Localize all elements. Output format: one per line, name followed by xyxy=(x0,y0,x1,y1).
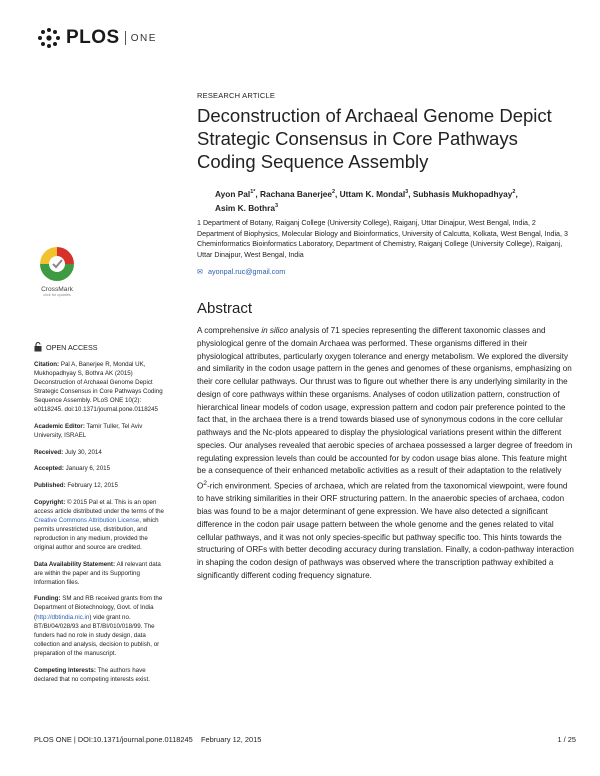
received-date xyxy=(34,448,166,457)
abstract-heading: Abstract xyxy=(197,300,253,317)
editor-label: Academic Editor: xyxy=(34,423,85,431)
author-name: Ayon Pal xyxy=(215,188,251,199)
abstract-text-3: -rich environment. Species of archaea, which are related from the taxonomical viewpoint, were found to have striking similarities in their ORF structuring pattern. In the anaerobic species of archaea, codon bias was found to be a major determinant of gene expression. We have also detected a significant difference in the codon pair usage pattern between the whole genome and the genes related to vital cellular pathways, and it was not only species-specific but pathway specific too. This hints towards the structuring of ORFs with better decoding accuracy during translation. Finally, a codon-pathway interaction in shaping the codon design of pathways was observed where the transcription pathway exhibited a significantly different coding frequency signature. xyxy=(197,481,574,580)
affiliation xyxy=(197,219,532,227)
funding-label: Funding: xyxy=(34,595,61,603)
abstract-superscript: 2 xyxy=(203,480,208,487)
received-label: Received: xyxy=(34,448,64,456)
logo-plos-text: PLOS xyxy=(66,27,120,48)
abstract-body xyxy=(197,325,575,583)
author xyxy=(413,189,518,199)
email-link[interactable]: ayonpal.ruc@gmail.com xyxy=(208,267,286,276)
accepted-date xyxy=(34,464,166,473)
copyright xyxy=(34,498,166,553)
author-list xyxy=(215,186,585,215)
data-availability-label: Data Availability Statement: xyxy=(34,560,116,568)
open-access-text: OPEN ACCESS xyxy=(46,342,98,352)
published-text: February 12, 2015 xyxy=(67,481,118,489)
competing-text: The authors have declared that no competing interests exist. xyxy=(34,666,150,683)
author-affiliation-number: 2 xyxy=(331,189,336,195)
logo-one-text: ONE xyxy=(130,32,157,44)
author-separator: , xyxy=(255,188,261,199)
affiliation-number: 2 xyxy=(531,219,536,227)
corresponding-mark: * xyxy=(253,189,256,195)
funding xyxy=(34,594,166,658)
competing-interests xyxy=(34,666,166,684)
received-text: July 30, 2014 xyxy=(64,448,102,456)
funder-link[interactable]: http://dbtindia.nic.in xyxy=(36,613,90,621)
editor-text: Tamir Tuller, Tel Aviv University, ISRAEL xyxy=(34,423,143,440)
abstract-italic: in silico xyxy=(261,326,288,335)
abstract-text-1: A comprehensive xyxy=(197,326,262,335)
email-icon: ✉ xyxy=(197,267,204,276)
author xyxy=(215,189,260,199)
funding-text: SM and RB received grants from the Department of Biotechnology, Govt. of India ( xyxy=(34,595,163,621)
crossmark-label: CrossMark xyxy=(41,286,73,293)
academic-editor xyxy=(34,422,166,440)
open-access-badge xyxy=(34,342,98,352)
affiliation-number: 3 xyxy=(563,229,568,238)
accepted-label: Accepted: xyxy=(34,465,64,473)
funding-text-after: ) vide grant no. BT/BI/04/028/93 and BT/BI/010/018/99. The funders had no role in study design, data collection and analysis, decision to publish, or preparation of the manuscript. xyxy=(34,613,160,657)
affiliation-text: Department of Botany, Raiganj College (University College), Raiganj, Uttar Dinajpur, West Bengal, India, xyxy=(202,219,530,227)
corresponding-email[interactable] xyxy=(197,267,285,276)
citation xyxy=(34,360,166,415)
article-metadata-sidebar xyxy=(34,360,166,691)
logo-divider xyxy=(125,31,126,45)
author xyxy=(215,203,278,213)
copyright-label: Copyright: xyxy=(34,498,66,506)
author-affiliation-number: 3 xyxy=(274,203,278,210)
copyright-text-after: , which permits unrestricted use, distribution, and reproduction in any medium, provided the original author and source are credited. xyxy=(34,516,159,551)
crossmark-sublabel: click for updates xyxy=(43,293,71,297)
author xyxy=(260,189,340,199)
affiliation-number: 1 xyxy=(197,219,201,227)
author-name: Rachana Banerjee xyxy=(260,188,332,199)
author-affiliation-number: 1 xyxy=(250,189,254,195)
citation-text: Pal A, Banerjee R, Mondal UK, Mukhopadhyay S, Bothra AK (2015) Deconstruction of Archaeal Genome Depict Strategic Consensus in Core Pathways Coding Sequence Assembly. PLoS ONE 10(2): e0118245. doi:10.1371/journal.pone.0118245 xyxy=(34,361,163,414)
competing-label: Competing Interests: xyxy=(34,666,96,674)
author-affiliation-number: 2 xyxy=(512,189,516,195)
article-type-label: RESEARCH ARTICLE xyxy=(197,91,276,100)
author-name: Uttam K. Mondal xyxy=(339,188,406,199)
affiliation-text: Department of Biophysics, Molecular Biology and Bioinformatics, University of Calcutta, Kolkata, West Bengal, India, xyxy=(197,229,562,238)
plos-one-logo xyxy=(34,26,157,50)
abstract-text-2: analysis of 71 species representing the different taxonomic classes and physiological genre of the domain Archaea was performed. These organisms differed in their physiological attributes, particularly oxygen tolerance and energy metabolism. We explored the diversity and similarity in the codon usage pattern in the genes and genomes of these organisms, emphasizing on their core cellular pathways. Our thrust was to figure out whether there is any underlying similarity in the design of core pathways within these organisms. Analyses of codon utilization pattern, construction of hierarchical linear models of codon usage, expression pattern and codon pair preference pointed to the fact that, in the archaea there is a trend towards biased use of synonymous codons in the core cellular pathways and the Nc-plots appeared to display the physiological variations present within the different species. Our analyses revealed that aerobic species of archaea possessed a larger degree of freedom in regulating expression levels than could be accounted for by codon usage bias alone. This feature might be a consequence of their enhanced metabolic activities as a result of their adaptation to the relatively O xyxy=(197,326,573,491)
page-number: 1 / 25 xyxy=(557,735,576,744)
author-name: Asim K. Bothra xyxy=(215,203,275,214)
copyright-text: © 2015 Pal et al. This is an open access article distributed under the terms of the xyxy=(34,498,165,515)
plos-dots-icon xyxy=(34,26,64,50)
affiliation-text: Cheminformatics Bioinformatics Laboratory, Department of Chemistry, Raiganj College (University College), Raiganj, Uttar Dinajpur, West Bengal, India xyxy=(197,240,563,259)
author-affiliation-number: 3 xyxy=(405,189,409,195)
open-lock-icon xyxy=(34,342,42,352)
published-date xyxy=(34,481,166,490)
citation-label: Citation: xyxy=(34,361,60,368)
published-label: Published: xyxy=(34,481,66,489)
author-separator: , xyxy=(515,188,518,199)
author-separator: , xyxy=(335,188,340,199)
author-name: Subhasis Mukhopadhyay xyxy=(412,188,513,199)
author-separator: , xyxy=(408,188,413,199)
article-title: Deconstruction of Archaeal Genome Depict Strategic Consensus in Core Pathways Coding Sequence Assembly xyxy=(197,105,552,172)
license-link[interactable]: Creative Commons Attribution License xyxy=(34,516,140,524)
footer-citation: PLOS ONE | DOI:10.1371/journal.pone.0118245 February 12, 2015 xyxy=(34,735,262,744)
data-availability xyxy=(34,560,166,587)
author xyxy=(340,189,413,199)
data-availability-text: All relevant data are within the paper and its Supporting Information files. xyxy=(34,560,161,586)
affiliations xyxy=(197,218,572,260)
accepted-text: January 6, 2015 xyxy=(65,465,111,473)
